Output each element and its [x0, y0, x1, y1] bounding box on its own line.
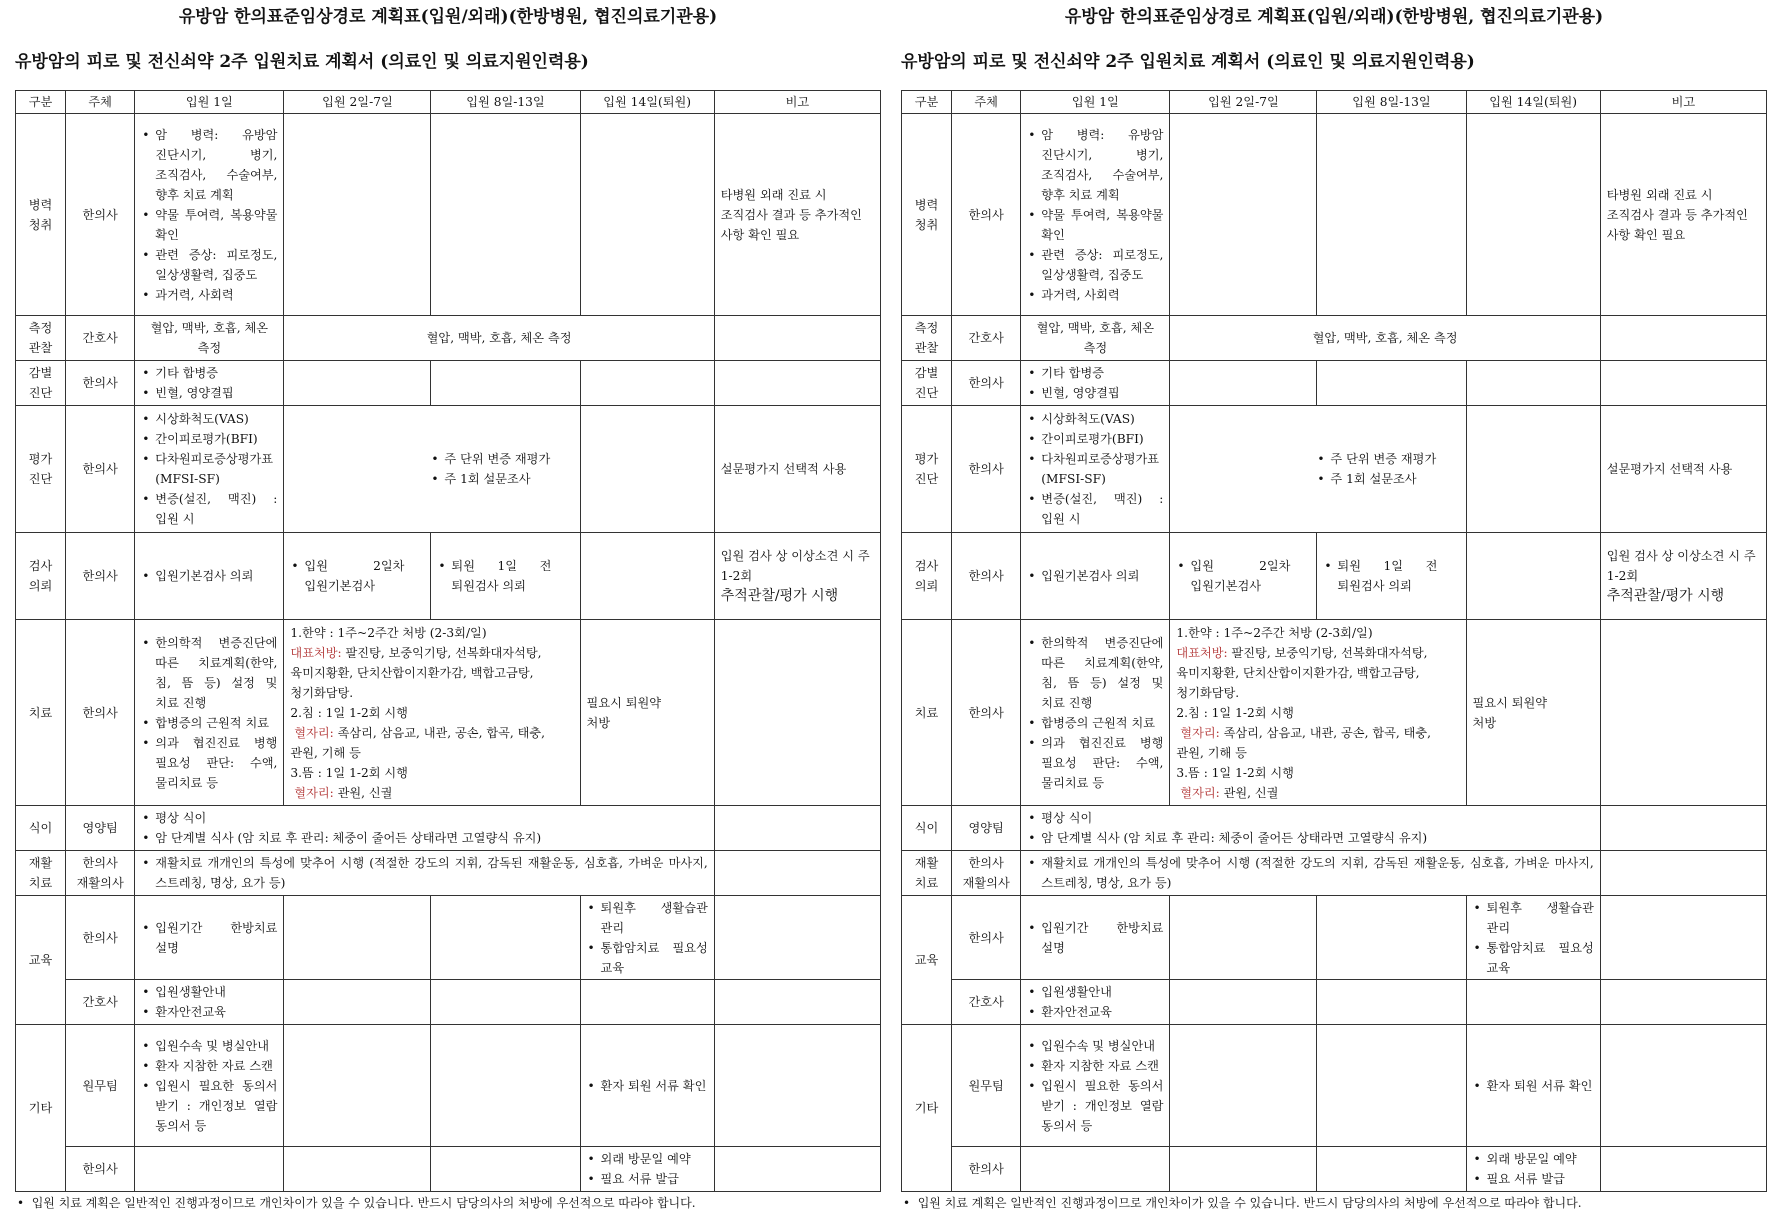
table-row	[16, 406, 881, 533]
day8-13-cell	[431, 1025, 580, 1147]
list-item: • 재활치료 개개인의 특성에 맞추어 시행 (적절한 강도의 지휘, 감독된 재활운동, 심호흡, 가벼운 마사지, 스트레칭, 명상, 요가 등)	[1041, 853, 1593, 893]
day1-cell: 혈압, 맥박, 호흡, 체온 측정	[135, 316, 284, 361]
day14-cell: 필요시 퇴원약 처방	[1466, 620, 1600, 806]
day1-cell	[1021, 114, 1170, 316]
category-cell: 치료	[16, 620, 66, 806]
category-cell: 기타	[902, 1025, 952, 1192]
list-item: • 한의학적 변증진단에 따른 치료계획(한약, 침, 뜸 등) 설정 및 치료 진행	[1041, 633, 1163, 713]
role-cell: 간호사	[66, 316, 135, 361]
day1-cell	[135, 406, 284, 533]
day1-cell	[1021, 620, 1170, 806]
day1-cell	[135, 980, 284, 1025]
list-item: • 통합암치료 필요성 교육	[601, 938, 708, 978]
note-cell: 입원 검사 상 이상소견 시 주 1-2회 추적관찰/평가 시행	[714, 533, 880, 620]
day1-cell	[1021, 406, 1170, 533]
day2-7-cell	[284, 896, 431, 980]
category-cell: 식이	[16, 806, 66, 851]
category-cell: 재활 치료	[902, 851, 952, 896]
bullet-list	[1027, 566, 1163, 586]
bullet-list	[141, 853, 707, 893]
header-cell: 입원 1일	[1021, 91, 1170, 114]
table-row	[16, 620, 881, 806]
day14-cell	[1466, 114, 1600, 316]
role-cell: 간호사	[952, 316, 1021, 361]
role-cell: 간호사	[952, 980, 1021, 1025]
day14-cell: 필요시 퇴원약 처방	[580, 620, 714, 806]
day14-cell	[1466, 1147, 1600, 1192]
bullet-list	[587, 898, 708, 978]
list-item: • 입원생활안내	[1041, 982, 1163, 1002]
category-cell: 병력 청취	[902, 114, 952, 316]
bullet-list	[1316, 449, 1440, 489]
list-item: • 암 단계별 식사 (암 치료 후 관리: 체중이 줄어든 상태라면 고열량식 유지)	[1041, 828, 1593, 848]
note-cell	[714, 361, 880, 406]
bullet-list	[1027, 808, 1593, 848]
role-cell: 한의사	[952, 533, 1021, 620]
list-item: • 의과 협진진료 병행 필요성 판단: 수액, 물리치료 등	[1041, 733, 1163, 793]
note-cell	[714, 806, 880, 851]
list-item: • 시상화척도(VAS)	[155, 409, 277, 429]
note-cell: 타병원 외래 진료 시 조직검사 결과 등 추가적인 사항 확인 필요	[1600, 114, 1766, 316]
bullet-list	[141, 808, 707, 848]
day14-cell	[580, 406, 714, 533]
day1-cell	[135, 896, 284, 980]
day14-cell	[580, 533, 714, 620]
list-item: • 관련 증상: 피로정도, 일상생활력, 집중도	[155, 245, 277, 285]
day14-cell	[1466, 896, 1600, 980]
role-cell: 영양팀	[66, 806, 135, 851]
category-cell: 교육	[902, 896, 952, 1025]
category-cell: 감별 진단	[16, 361, 66, 406]
list-item: • 입원 2일차 입원기본검사	[1190, 556, 1290, 596]
category-cell: 병력 청취	[16, 114, 66, 316]
day2-7-cell	[284, 533, 431, 620]
bullet-list	[141, 363, 277, 403]
list-item: • 평상 식이	[1041, 808, 1593, 828]
header-cell: 입원 1일	[135, 91, 284, 114]
table-row	[16, 114, 881, 316]
bullet-list	[1027, 633, 1163, 793]
bullet-list	[1027, 853, 1593, 893]
day8-13-cell	[1317, 533, 1466, 620]
table-row	[16, 896, 881, 980]
table-row	[902, 851, 1767, 896]
header-cell: 입원 2일-7일	[284, 91, 431, 114]
table-row	[16, 980, 881, 1025]
footnote: • 입원 치료 계획은 일반적인 진행과정이므로 개인차이가 있을 수 있습니다. 반드시 담당의사의 처방에 우선적으로 따라야 합니다.	[17, 1196, 696, 1210]
bullet-list	[1027, 363, 1163, 403]
plan-document-right	[901, 0, 1767, 1213]
list-item: • 입원시 필요한 동의서 받기 : 개인정보 열람 동의서 등	[1041, 1076, 1163, 1136]
list-item: • 외래 방문일 예약	[601, 1149, 708, 1169]
day2-7-cell	[284, 980, 431, 1025]
list-item: • 환자 지참한 자료 스캔	[1041, 1056, 1163, 1076]
day2-7-cell	[284, 1147, 431, 1192]
table-row	[902, 316, 1767, 361]
day14-cell	[580, 980, 714, 1025]
list-item: • 간이피로평가(BFI)	[155, 429, 277, 449]
table-row	[902, 1147, 1767, 1192]
list-item: • 퇴원후 생활습관 관리	[601, 898, 708, 938]
list-item: • 약물 투여력, 복용약물 확인	[155, 205, 277, 245]
note-cell	[714, 620, 880, 806]
role-cell: 한의사	[66, 896, 135, 980]
diet-span-cell	[1021, 806, 1600, 851]
table-row	[902, 114, 1767, 316]
role-cell: 한의사 재활의사	[952, 851, 1021, 896]
measure-span-cell: 혈압, 맥박, 호흡, 체온 측정	[284, 316, 714, 361]
role-cell: 한의사	[66, 620, 135, 806]
note-cell	[1600, 1025, 1766, 1147]
note-cell	[714, 851, 880, 896]
list-item: • 평상 식이	[155, 808, 707, 828]
day8-13-cell	[1317, 1147, 1466, 1192]
header-cell: 구분	[902, 91, 952, 114]
document-title: 유방암 한의표준임상경로 계획표(입원/외래)(한방병원, 협진의료기관용)	[1064, 7, 1604, 27]
bullet-list	[1027, 409, 1163, 529]
day8-13-cell	[431, 1147, 580, 1192]
day14-cell	[1466, 361, 1600, 406]
day1-cell: 혈압, 맥박, 호흡, 체온 측정	[1021, 316, 1170, 361]
note-cell	[1600, 361, 1766, 406]
role-cell: 원무팀	[66, 1025, 135, 1147]
list-item: • 입원기간 한방치료 설명	[1041, 918, 1163, 958]
note-cell: 설문평가지 선택적 사용	[1600, 406, 1766, 533]
day8-13-cell	[431, 980, 580, 1025]
list-item: • 입원수속 및 병실안내	[1041, 1036, 1163, 1056]
list-item: • 재활치료 개개인의 특성에 맞추어 시행 (적절한 강도의 지휘, 감독된 재활운동, 심호흡, 가벼운 마사지, 스트레칭, 명상, 요가 등)	[155, 853, 707, 893]
table-row	[902, 1025, 1767, 1147]
table-row	[902, 361, 1767, 406]
day2-7-cell	[1170, 533, 1317, 620]
day8-13-cell	[1317, 1025, 1466, 1147]
list-item: • 입원 2일차 입원기본검사	[304, 556, 404, 596]
rehab-span-cell	[135, 851, 714, 896]
day1-cell	[1021, 980, 1170, 1025]
category-cell: 재활 치료	[16, 851, 66, 896]
bullet-list	[437, 556, 551, 596]
bullet-list	[587, 1076, 708, 1096]
note-cell	[714, 316, 880, 361]
header-cell: 입원 14일(퇴원)	[580, 91, 714, 114]
list-item: • 필요 서류 발급	[1487, 1169, 1594, 1189]
role-cell: 한의사	[952, 114, 1021, 316]
list-item: • 빈혈, 영양결핍	[155, 383, 277, 403]
day1-cell	[1021, 896, 1170, 980]
note-cell	[714, 896, 880, 980]
day8-13-cell	[1317, 114, 1466, 316]
list-item: • 합병증의 근원적 치료	[155, 713, 277, 733]
day1-cell	[135, 114, 284, 316]
category-cell: 평가 진단	[16, 406, 66, 533]
care-pathway-table	[15, 90, 881, 1192]
care-pathway-table	[901, 90, 1767, 1192]
table-row	[16, 316, 881, 361]
rehab-span-cell	[1021, 851, 1600, 896]
day8-13-cell	[431, 533, 580, 620]
list-item: • 과거력, 사회력	[1041, 285, 1163, 305]
list-item: • 의과 협진진료 병행 필요성 판단: 수액, 물리치료 등	[155, 733, 277, 793]
role-cell: 한의사	[66, 114, 135, 316]
note-cell	[714, 980, 880, 1025]
table-row	[902, 406, 1767, 533]
table-header-row	[16, 91, 881, 114]
bullet-list	[141, 566, 277, 586]
role-cell: 한의사	[952, 896, 1021, 980]
day8-13-cell	[1317, 361, 1466, 406]
weekly-eval-cell	[284, 406, 580, 533]
day8-13-cell	[431, 896, 580, 980]
day2-7-cell	[284, 361, 431, 406]
header-cell: 주체	[66, 91, 135, 114]
role-cell: 한의사 재활의사	[66, 851, 135, 896]
list-item: • 주 1회 설문조사	[444, 469, 554, 489]
note-cell	[714, 1147, 880, 1192]
table-row	[16, 1147, 881, 1192]
list-item: • 약물 투여력, 복용약물 확인	[1041, 205, 1163, 245]
list-item: • 암 단계별 식사 (암 치료 후 관리: 체중이 줄어든 상태라면 고열량식 유지)	[155, 828, 707, 848]
list-item: • 퇴원 1일 전 퇴원검사 의뢰	[1337, 556, 1437, 596]
list-item: • 변증(설진, 맥진) : 입원 시	[155, 489, 277, 529]
day2-7-cell	[1170, 896, 1317, 980]
list-item: • 환자안전교육	[155, 1002, 277, 1022]
category-cell: 측정 관찰	[16, 316, 66, 361]
list-item: • 환자 지참한 자료 스캔	[155, 1056, 277, 1076]
list-item: • 암 병력: 유방암 진단시기, 병기, 조직검사, 수술여부, 향후 치료 계획	[1041, 125, 1163, 205]
day14-cell	[580, 1147, 714, 1192]
category-cell: 치료	[902, 620, 952, 806]
list-item: • 한의학적 변증진단에 따른 치료계획(한약, 침, 뜸 등) 설정 및 치료 진행	[155, 633, 277, 713]
list-item: • 환자안전교육	[1041, 1002, 1163, 1022]
table-row	[902, 980, 1767, 1025]
day2-7-cell	[284, 1025, 431, 1147]
table-row	[16, 361, 881, 406]
list-item: • 다차원피로증상평가표 (MFSI-SF)	[155, 449, 277, 489]
document-title: 유방암 한의표준임상경로 계획표(입원/외래)(한방병원, 협진의료기관용)	[178, 7, 718, 27]
day1-cell	[135, 620, 284, 806]
note-cell: 타병원 외래 진료 시 조직검사 결과 등 추가적인 사항 확인 필요	[714, 114, 880, 316]
bullet-list	[1027, 1036, 1163, 1136]
role-cell: 영양팀	[952, 806, 1021, 851]
role-cell: 한의사	[952, 1147, 1021, 1192]
table-row	[902, 533, 1767, 620]
header-cell: 비고	[714, 91, 880, 114]
list-item: • 입원기본검사 의뢰	[1041, 566, 1163, 586]
day14-cell	[580, 896, 714, 980]
bullet-list	[1473, 1149, 1594, 1189]
category-cell: 검사 의뢰	[16, 533, 66, 620]
bullet-list	[141, 125, 277, 305]
header-cell: 비고	[1600, 91, 1766, 114]
day2-7-cell	[1170, 1147, 1317, 1192]
note-cell	[1600, 316, 1766, 361]
role-cell: 한의사	[952, 620, 1021, 806]
day8-13-cell	[431, 114, 580, 316]
day14-cell	[1466, 406, 1600, 533]
role-cell: 원무팀	[952, 1025, 1021, 1147]
day14-cell	[1466, 980, 1600, 1025]
bullet-list	[141, 633, 277, 793]
list-item: • 과거력, 사회력	[155, 285, 277, 305]
bullet-list	[141, 409, 277, 529]
bullet-list	[1027, 982, 1163, 1022]
day1-cell	[1021, 1025, 1170, 1147]
document-subtitle: 유방암의 피로 및 전신쇠약 2주 입원치료 계획서 (의료인 및 의료지원인력용)	[901, 52, 1475, 72]
role-cell: 한의사	[952, 406, 1021, 533]
header-cell: 입원 8일-13일	[1317, 91, 1466, 114]
bullet-list	[1323, 556, 1437, 596]
list-item: • 간이피로평가(BFI)	[1041, 429, 1163, 449]
day14-cell	[1466, 1025, 1600, 1147]
list-item: • 암 병력: 유방암 진단시기, 병기, 조직검사, 수술여부, 향후 치료 계획	[155, 125, 277, 205]
day2-7-cell	[1170, 361, 1317, 406]
day8-13-cell	[1317, 896, 1466, 980]
table-row	[16, 851, 881, 896]
list-item: • 기타 합병증	[1041, 363, 1163, 383]
category-cell: 검사 의뢰	[902, 533, 952, 620]
note-cell: 입원 검사 상 이상소견 시 주 1-2회 추적관찰/평가 시행	[1600, 533, 1766, 620]
list-item: • 환자 퇴원 서류 확인	[1487, 1076, 1594, 1096]
day14-cell	[580, 114, 714, 316]
document-subtitle: 유방암의 피로 및 전신쇠약 2주 입원치료 계획서 (의료인 및 의료지원인력용)	[15, 52, 589, 72]
list-item: • 합병증의 근원적 치료	[1041, 713, 1163, 733]
role-cell: 한의사	[66, 533, 135, 620]
bullet-list	[1473, 1076, 1594, 1096]
treatment-plan-cell: 1.한약 : 1주~2주간 처방 (2-3회/일) 대표처방: 팔진탕, 보중익기탕, 선복화대자석탕, 육미지황환, 단치산합이지환가감, 백합고금탕, 청기화담탕. 2.침 : 1일 1-2회 시행 혈자리: 족삼리, 삼음교, 내관, 공손, 합곡, 태충, 관원, 기해 등 3.뜸 : 1일 1-2회 시행 혈자리: 관원, 신궐	[1170, 620, 1466, 806]
day1-cell	[1021, 361, 1170, 406]
note-cell	[1600, 620, 1766, 806]
day1-cell	[1021, 1147, 1170, 1192]
bullet-list	[1473, 898, 1594, 978]
day14-cell	[1466, 533, 1600, 620]
category-cell: 교육	[16, 896, 66, 1025]
day14-cell	[580, 361, 714, 406]
note-cell	[714, 1025, 880, 1147]
role-cell: 한의사	[952, 361, 1021, 406]
category-cell: 감별 진단	[902, 361, 952, 406]
day1-cell	[135, 1147, 284, 1192]
bullet-list	[290, 556, 404, 596]
header-cell: 구분	[16, 91, 66, 114]
list-item: • 주 단위 변증 재평가	[1330, 449, 1440, 469]
table-row	[902, 620, 1767, 806]
list-item: • 입원시 필요한 동의서 받기 : 개인정보 열람 동의서 등	[155, 1076, 277, 1136]
day1-cell	[135, 533, 284, 620]
day2-7-cell	[1170, 1025, 1317, 1147]
day8-13-cell	[431, 361, 580, 406]
footnote: • 입원 치료 계획은 일반적인 진행과정이므로 개인차이가 있을 수 있습니다. 반드시 담당의사의 처방에 우선적으로 따라야 합니다.	[903, 1196, 1582, 1210]
list-item: • 주 단위 변증 재평가	[444, 449, 554, 469]
category-cell: 식이	[902, 806, 952, 851]
header-cell: 주체	[952, 91, 1021, 114]
role-cell: 한의사	[66, 1147, 135, 1192]
plan-document-left	[15, 0, 881, 1213]
table-row	[16, 1025, 881, 1147]
note-cell	[1600, 806, 1766, 851]
list-item: • 퇴원후 생활습관 관리	[1487, 898, 1594, 938]
measure-span-cell: 혈압, 맥박, 호흡, 체온 측정	[1170, 316, 1600, 361]
category-cell: 기타	[16, 1025, 66, 1192]
bullet-list	[141, 918, 277, 958]
table-row	[16, 806, 881, 851]
list-item: • 외래 방문일 예약	[1487, 1149, 1594, 1169]
note-cell	[1600, 896, 1766, 980]
note-cell	[1600, 851, 1766, 896]
list-item: • 입원수속 및 병실안내	[155, 1036, 277, 1056]
bullet-list	[1027, 125, 1163, 305]
bullet-list	[141, 1036, 277, 1136]
bullet-list	[587, 1149, 708, 1189]
note-cell	[1600, 980, 1766, 1025]
list-item: • 주 1회 설문조사	[1330, 469, 1440, 489]
bullet-list	[1176, 556, 1290, 596]
list-item: • 기타 합병증	[155, 363, 277, 383]
role-cell: 한의사	[66, 406, 135, 533]
day1-cell	[1021, 533, 1170, 620]
list-item: • 입원기간 한방치료 설명	[155, 918, 277, 958]
day8-13-cell	[1317, 980, 1466, 1025]
day1-cell	[135, 361, 284, 406]
day2-7-cell	[284, 114, 431, 316]
weekly-eval-cell	[1170, 406, 1466, 533]
diet-span-cell	[135, 806, 714, 851]
table-row	[902, 806, 1767, 851]
list-item: • 퇴원 1일 전 퇴원검사 의뢰	[451, 556, 551, 596]
list-item: • 관련 증상: 피로정도, 일상생활력, 집중도	[1041, 245, 1163, 285]
list-item: • 입원기본검사 의뢰	[155, 566, 277, 586]
treatment-plan-cell: 1.한약 : 1주~2주간 처방 (2-3회/일) 대표처방: 팔진탕, 보중익기탕, 선복화대자석탕, 육미지황환, 단치산합이지환가감, 백합고금탕, 청기화담탕. 2.침 : 1일 1-2회 시행 혈자리: 족삼리, 삼음교, 내관, 공손, 합곡, 태충, 관원, 기해 등 3.뜸 : 1일 1-2회 시행 혈자리: 관원, 신궐	[284, 620, 580, 806]
table-row	[902, 896, 1767, 980]
note-cell: 설문평가지 선택적 사용	[714, 406, 880, 533]
category-cell: 평가 진단	[902, 406, 952, 533]
day14-cell	[580, 1025, 714, 1147]
header-cell: 입원 2일-7일	[1170, 91, 1317, 114]
day2-7-cell	[1170, 980, 1317, 1025]
list-item: • 시상화척도(VAS)	[1041, 409, 1163, 429]
category-cell: 측정 관찰	[902, 316, 952, 361]
note-cell	[1600, 1147, 1766, 1192]
list-item: • 다차원피로증상평가표 (MFSI-SF)	[1041, 449, 1163, 489]
header-cell: 입원 8일-13일	[431, 91, 580, 114]
role-cell: 한의사	[66, 361, 135, 406]
list-item: • 환자 퇴원 서류 확인	[601, 1076, 708, 1096]
list-item: • 변증(설진, 맥진) : 입원 시	[1041, 489, 1163, 529]
table-row	[16, 533, 881, 620]
list-item: • 필요 서류 발급	[601, 1169, 708, 1189]
day1-cell	[135, 1025, 284, 1147]
list-item: • 빈혈, 영양결핍	[1041, 383, 1163, 403]
role-cell: 간호사	[66, 980, 135, 1025]
day2-7-cell	[1170, 114, 1317, 316]
bullet-list	[141, 982, 277, 1022]
header-cell: 입원 14일(퇴원)	[1466, 91, 1600, 114]
list-item: • 입원생활안내	[155, 982, 277, 1002]
table-header-row	[902, 91, 1767, 114]
list-item: • 통합암치료 필요성 교육	[1487, 938, 1594, 978]
bullet-list	[430, 449, 554, 489]
bullet-list	[1027, 918, 1163, 958]
